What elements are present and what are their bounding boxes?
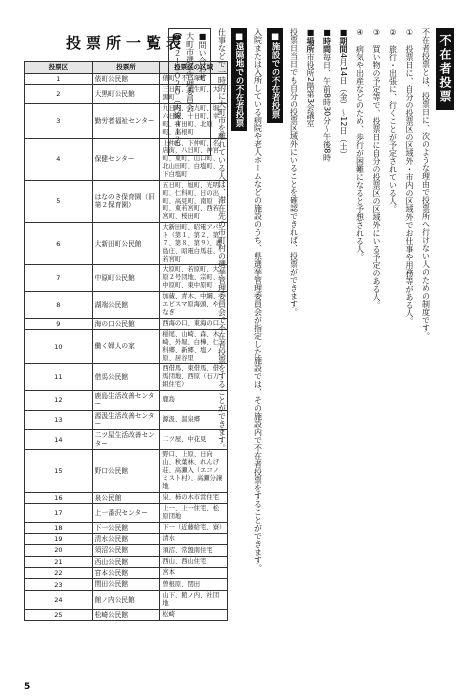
district-no: 2 (25, 85, 93, 104)
district-no: 15 (25, 450, 93, 492)
district-no: 9 (25, 318, 93, 329)
station-name: 働く婦人の家 (92, 329, 160, 363)
period-header: ■期間 (339, 28, 348, 53)
station-name: 下一公民館 (92, 522, 160, 533)
station-name: 清水公民館 (92, 533, 160, 544)
district-no: 5 (25, 180, 93, 222)
station-name: 保健センター (92, 138, 160, 180)
place-text: 市役所2階第3会議室 (306, 53, 315, 128)
note-1: 投票日当日でも自分の投票区域外にいることを確認できれば、投票ができます。 (289, 28, 299, 316)
district-area: 五日町、旭町、光明町、仁科町、日の出町、高見町、南原町、東若宮町、西若宮町、桜田町 (160, 180, 228, 222)
station-name: 勤労者福祉センター (92, 104, 160, 138)
district-area: 三日町、相生町、大黒町 (160, 85, 228, 104)
section3-header: ■遠隔地での不在者投票 (231, 28, 248, 131)
article-intro: 不在者投票とは、投票日に、次のような理由で投票所へ行けない人のための制度です。 (421, 28, 431, 340)
station-name: はなのき保育園（旧第２保育園） (92, 180, 160, 222)
district-area: 鹿島 (160, 390, 228, 410)
section2-header: ■施設での不在者投票 (267, 28, 284, 123)
reason-1: ① 投票日に、自分の投票区の区域外・市内の区域外でお仕事や用務等がある人。 (405, 28, 414, 325)
district-no: 8 (25, 292, 93, 319)
district-no: 25 (25, 609, 93, 620)
district-area: 加蔵、青木、中綱、エビスマ原海頭、やなぎ (160, 292, 228, 319)
district-no: 20 (25, 545, 93, 556)
contact-header: ■問い合わせ (198, 32, 207, 81)
header-area: 投票区の区域 (160, 62, 228, 74)
place-line (304, 28, 317, 668)
station-name: 海の口公民館 (92, 318, 160, 329)
reason-3: ③ 買い物の予定等で、投票日に自分の投票区の区域外にいる予定のある人。 (372, 28, 381, 309)
district-area: 泉、柿の木市営住宅 (160, 492, 228, 503)
station-name: 鹿島生活改善センター (92, 390, 160, 410)
district-no: 10 (25, 329, 93, 363)
district-area: 九日町、六九町、堀六日町、十日町、幸町、宮田町、北原町、高根町 (160, 104, 228, 138)
header-district-no: 投票区 (25, 62, 93, 74)
district-area: 俵町、不二塚町 (160, 74, 228, 85)
station-name: 泉公民館 (92, 492, 160, 503)
district-no: 1 (25, 74, 93, 85)
district-no: 19 (25, 533, 93, 544)
district-area: 大新田町、昭電アパート（第１、第２、第７、第８、第９）、鹿島庄、昭電白馬荘、若宮町 (160, 223, 228, 265)
station-name: 湖端公民館 (92, 292, 160, 319)
section2-text: 入院または入所している病院や老人ホームなどの施設のうち、県選挙管理委員会が指定した施設では、その施設内で不在者投票をすることができます。 (253, 28, 263, 572)
district-no: 16 (25, 492, 93, 503)
station-name: 大黒町公民館 (92, 85, 160, 104)
district-no: 18 (25, 522, 93, 533)
page-number: 5 (24, 682, 31, 692)
district-no: 11 (25, 364, 93, 391)
station-name: 須沼公民館 (92, 545, 160, 556)
district-no: 21 (25, 556, 93, 567)
station-name: 西山公民館 (92, 556, 160, 567)
district-area: 上一、上一住宅、松原団地 (160, 503, 228, 522)
district-area: 西山、西山住宅 (160, 556, 228, 567)
header-station: 投票所 (92, 62, 160, 74)
station-name: 閏田公民館 (92, 579, 160, 590)
district-area: 西借馬、東借馬、借馬団地、西原（石刀組住宅） (160, 364, 228, 391)
district-no: 24 (25, 590, 93, 609)
station-name: 上一番沢センター (92, 503, 160, 522)
reason-4: ④ 病気や出産などのため、歩行が困難になると予想される人。 (355, 28, 365, 261)
table-title: 投票所一覧表 (65, 34, 186, 52)
time-text: 毎日、午前8時30分〜午後8時 (322, 53, 332, 162)
station-name: 借馬公民館 (92, 364, 160, 391)
contact-org: 大町市選挙管理委員会 (185, 32, 195, 112)
station-name: 大新田町公民館 (92, 223, 160, 265)
district-area: 野口、上原、日向山、秋葉林、れんげ荘、高瀬入（エコノミスト村）、高瀬分譲地 (160, 450, 228, 492)
contact-box (168, 28, 212, 156)
district-area: 稲尾、山崎、森、木崎、外堀、白樺、仁科郷、新郷、塩ノ原、居谷里 (160, 329, 228, 363)
station-name: 俵町公民館 (92, 74, 160, 85)
district-no: 23 (25, 579, 93, 590)
article-header: 不在者投票 (436, 28, 455, 110)
station-name: 中原町公民館 (92, 265, 160, 292)
district-no: 22 (25, 568, 93, 579)
district-area: 二ツ屋、中花見 (160, 430, 228, 450)
district-area: 大原町、若原町、大原２号団地、宗町、中原町、東中原町 (160, 265, 228, 292)
district-no: 7 (25, 265, 93, 292)
district-area: 上仲町、下仲町、名店街、八日町、神宮町、東町、山口町、北山田町、白塩町、下白塩町 (160, 138, 228, 180)
district-area: 曽根原、閏田 (160, 579, 228, 590)
district-no: 3 (25, 104, 93, 138)
district-area: 下一（近藤給宅、寮） (160, 522, 228, 533)
district-no: 4 (25, 138, 93, 180)
section3-text: 仕事などで一時的に大町市を離れている人は、滞在先の市町村の選挙管理委員会で不在者投票をすることができます。 (217, 28, 227, 452)
station-name: 二ツ屋生活改善センター (92, 430, 160, 450)
district-area: 源汲、温泉郷 (160, 410, 228, 430)
station-name: 野口公民館 (92, 450, 160, 492)
district-area: 山下、館ノ内、社団地 (160, 590, 228, 609)
district-area: 須沼、常盤南住宅 (160, 545, 228, 556)
station-name: 松崎公民館 (92, 609, 160, 620)
district-area: 西海の口、東海の口 (160, 318, 228, 329)
contact-tel: ☎２２−００２０（内線４１２） (173, 32, 182, 152)
time-header: ■時間 (322, 28, 332, 53)
district-area: 松崎 (160, 609, 228, 620)
district-no: 6 (25, 223, 93, 265)
time-line (320, 28, 333, 668)
station-name: 源汲生活改善センター (92, 410, 160, 430)
reason-2: ② 旅行・出張に、行くことが予定されている人。 (388, 28, 398, 213)
station-name: 宮本公民館 (92, 568, 160, 579)
district-no: 12 (25, 390, 93, 410)
district-no: 17 (25, 503, 93, 522)
period-text: 4月14日（金）〜12日（土） (339, 53, 348, 159)
station-name: 館ノ内公民館 (92, 590, 160, 609)
district-no: 13 (25, 410, 93, 430)
district-area: 清水 (160, 533, 228, 544)
place-header: ■場所 (306, 28, 315, 53)
district-no: 14 (25, 430, 93, 450)
district-area: 宮本 (160, 568, 228, 579)
period-line (337, 28, 350, 668)
